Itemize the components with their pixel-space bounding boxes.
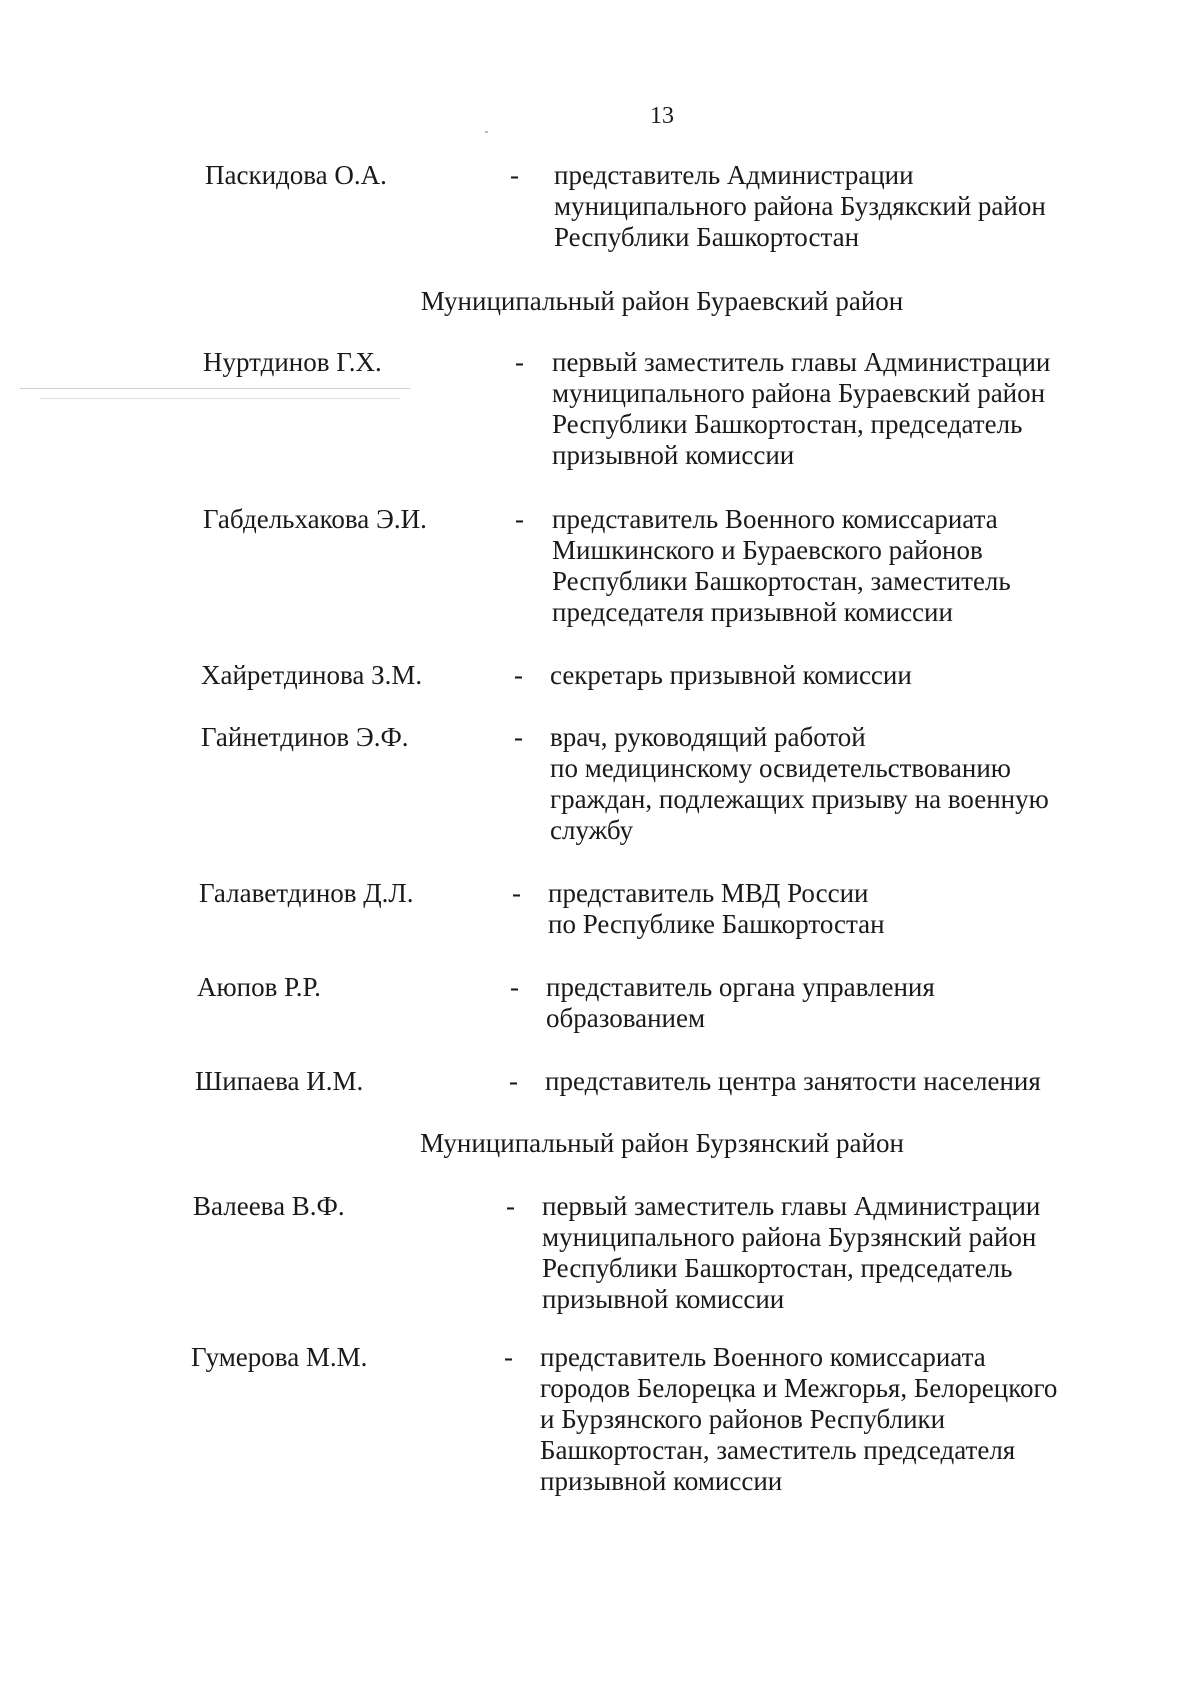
member-dash: - [510,160,519,190]
role-line: граждан, подлежащих призыву на военную [550,784,1049,814]
role-line: призывной комиссии [540,1466,783,1496]
member-role [550,722,1090,846]
member-name: Хайретдинова З.М. [201,660,423,690]
role-line: первый заместитель главы Администрации [552,347,1051,377]
member-name: Аюпов Р.Р. [197,972,321,1002]
member-role [540,1342,1080,1497]
member-role [546,972,1086,1034]
member-dash: - [512,878,521,908]
member-name: Шипаева И.М. [195,1066,364,1096]
role-line: призывной комиссии [552,440,795,470]
member-dash: - [504,1342,513,1372]
role-line: Республики Башкортостан, председатель [542,1253,1013,1283]
role-line: призывной комиссии [542,1284,785,1314]
member-name: Валеева В.Ф. [193,1191,345,1221]
section-heading: Муниципальный район Бурзянский район [420,1128,904,1158]
member-role [548,878,1088,940]
member-name: Габдельхакова Э.И. [203,504,427,534]
member-name: Гумерова М.М. [191,1342,368,1372]
member-dash: - [515,504,524,534]
role-line: представитель Военного комиссариата [552,504,998,534]
role-line: по Республике Башкортостан [548,909,885,939]
role-line: Мишкинского и Бураевского районов [552,535,983,565]
section-heading: Муниципальный район Бураевский район [420,286,904,316]
role-line: представитель центра занятости населения [545,1066,1041,1096]
role-line: секретарь призывной комиссии [550,660,912,690]
role-line: первый заместитель главы Администрации [542,1191,1041,1221]
role-line: муниципального района Бураевский район [552,378,1046,408]
member-dash: - [510,972,519,1002]
member-role [545,1066,1085,1097]
role-line: Башкортостан, заместитель председателя [540,1435,1016,1465]
role-line: по медицинскому освидетельствованию [550,753,1011,783]
role-line: городов Белорецка и Межгорья, Белорецкого [540,1373,1058,1403]
scan-speck [20,388,410,389]
role-line: представитель МВД России [548,878,869,908]
member-role [552,347,1092,471]
member-role [552,504,1092,628]
role-line: службу [550,815,634,845]
member-name: Паскидова О.А. [205,160,387,190]
member-dash: - [514,722,523,752]
role-line: Республики Башкортостан, заместитель [552,566,1011,596]
member-dash: - [509,1066,518,1096]
role-line: образованием [546,1003,706,1033]
page-number: 13 [650,103,674,129]
role-line: представитель органа управления [546,972,935,1002]
role-line: врач, руководящий работой [550,722,866,752]
member-name: Нуртдинов Г.Х. [203,347,382,377]
role-line: муниципального района Буздякский район [554,191,1046,221]
role-line: представитель Военного комиссариата [540,1342,986,1372]
member-dash: - [515,347,524,377]
member-role [542,1191,1082,1315]
role-line: председателя призывной комиссии [552,597,953,627]
role-line: и Бурзянского районов Республики [540,1404,946,1434]
scan-speck [485,131,488,133]
role-line: муниципального района Бурзянский район [542,1222,1037,1252]
member-name: Гайнетдинов Э.Ф. [201,722,409,752]
member-dash: - [514,660,523,690]
role-line: Республики Башкортостан [554,222,860,252]
role-line: представитель Администрации [554,160,914,190]
member-role [554,160,1094,253]
member-role [550,660,1090,691]
member-name: Галаветдинов Д.Л. [199,878,414,908]
member-dash: - [506,1191,515,1221]
role-line: Республики Башкортостан, председатель [552,409,1023,439]
scan-speck [40,398,400,399]
